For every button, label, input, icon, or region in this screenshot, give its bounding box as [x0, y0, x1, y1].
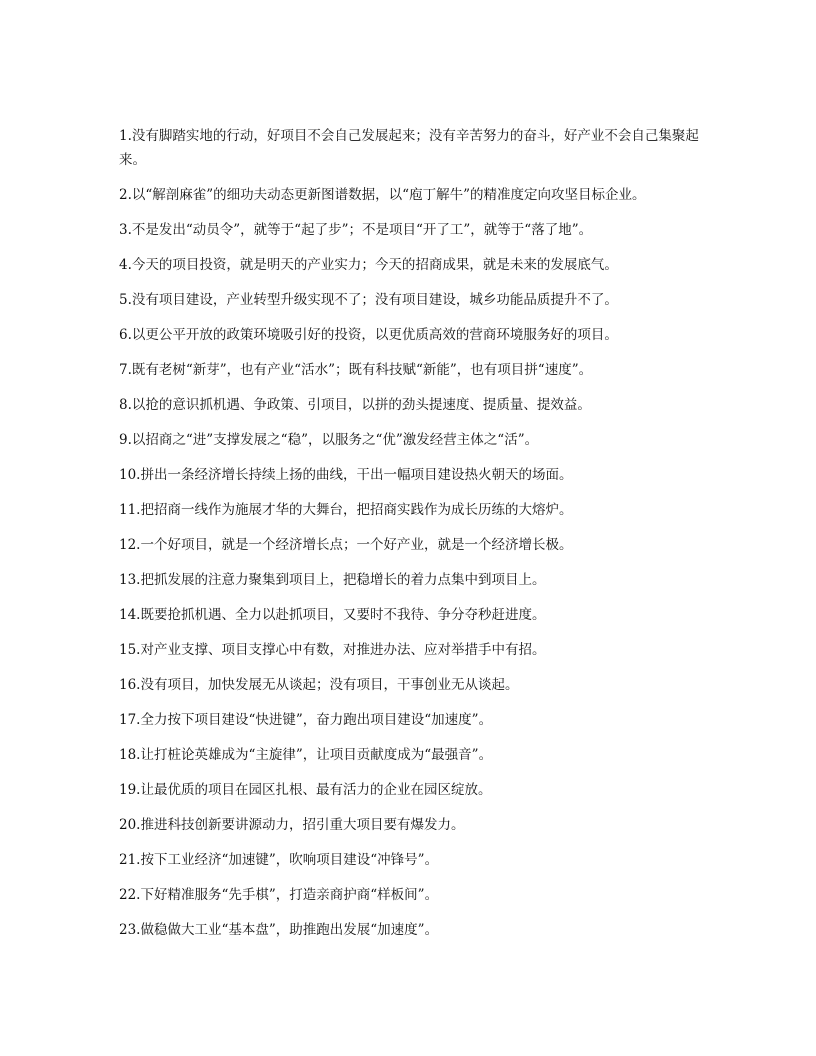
- list-item: 15.对产业支撑、项目支撑心中有数，对推进办法、应对举措手中有招。: [119, 642, 546, 658]
- list-item: 11.把招商一线作为施展才华的大舞台，把招商实践作为成长历练的大熔炉。: [119, 502, 573, 518]
- list-item: 19.让最优质的项目在园区扎根、最有活力的企业在园区绽放。: [119, 782, 492, 798]
- list-item: 23.做稳做大工业“基本盘”，助推跑出发展“加速度”。: [119, 922, 439, 938]
- list-item: 1.没有脚踏实地的行动，好项目不会自己发展起来；没有辛苦努力的奋斗，好产业不会自己集聚起来。: [119, 128, 699, 168]
- list-item: 9.以招商之“进”支撑发展之“稳”，以服务之“优”激发经营主体之“活”。: [119, 432, 539, 448]
- list-item: 3.不是发出“动员令”，就等于“起了步”；不是项目“开了工”，就等于“落了地”。: [119, 222, 593, 238]
- list-item: 16.没有项目，加快发展无从谈起；没有项目，干事创业无从谈起。: [119, 677, 519, 693]
- list-item: 12.一个好项目，就是一个经济增长点；一个好产业，就是一个经济增长极。: [119, 537, 573, 553]
- list-item: 13.把抓发展的注意力聚集到项目上，把稳增长的着力点集中到项目上。: [119, 572, 546, 588]
- list-item: 6.以更公平开放的政策环境吸引好的投资，以更优质高效的营商环境服务好的项目。: [119, 327, 618, 343]
- list-item: 22.下好精准服务“先手棋”，打造亲商护商“样板间”。: [119, 887, 439, 903]
- list-item: 5.没有项目建设，产业转型升级实现不了；没有项目建设，城乡功能品质提升不了。: [119, 292, 618, 308]
- list-item: 14.既要抢抓机遇、全力以赴抓项目，又要时不我待、争分夺秒赶进度。: [119, 607, 546, 623]
- list-item: 4.今天的项目投资，就是明天的产业实力；今天的招商成果，就是未来的发展底气。: [119, 257, 618, 273]
- list-item: 2.以“解剖麻雀”的细功夫动态更新图谱数据，以“庖丁解牛”的精准度定向攻坚目标企业。: [119, 187, 646, 203]
- list-item: 17.全力按下项目建设“快进键”，奋力跑出项目建设“加速度”。: [119, 712, 493, 728]
- list-item: 10.拼出一条经济增长持续上扬的曲线，干出一幅项目建设热火朝天的场面。: [119, 467, 573, 483]
- list-item: 7.既有老树“新芽”，也有产业“活水”；既有科技赋“新能”，也有项目拼“速度”。: [119, 362, 593, 378]
- document-body: [119, 124, 699, 953]
- list-item: 21.按下工业经济“加速键”，吹响项目建设“冲锋号”。: [119, 852, 439, 868]
- list-item: 20.推进科技创新要讲源动力，招引重大项目要有爆发力。: [119, 817, 465, 833]
- list-item: 18.让打桩论英雄成为“主旋律”，让项目贡献度成为“最强音”。: [119, 747, 493, 763]
- list-item: 8.以抢的意识抓机遇、争政策、引项目，以拼的劲头提速度、提质量、提效益。: [119, 397, 591, 413]
